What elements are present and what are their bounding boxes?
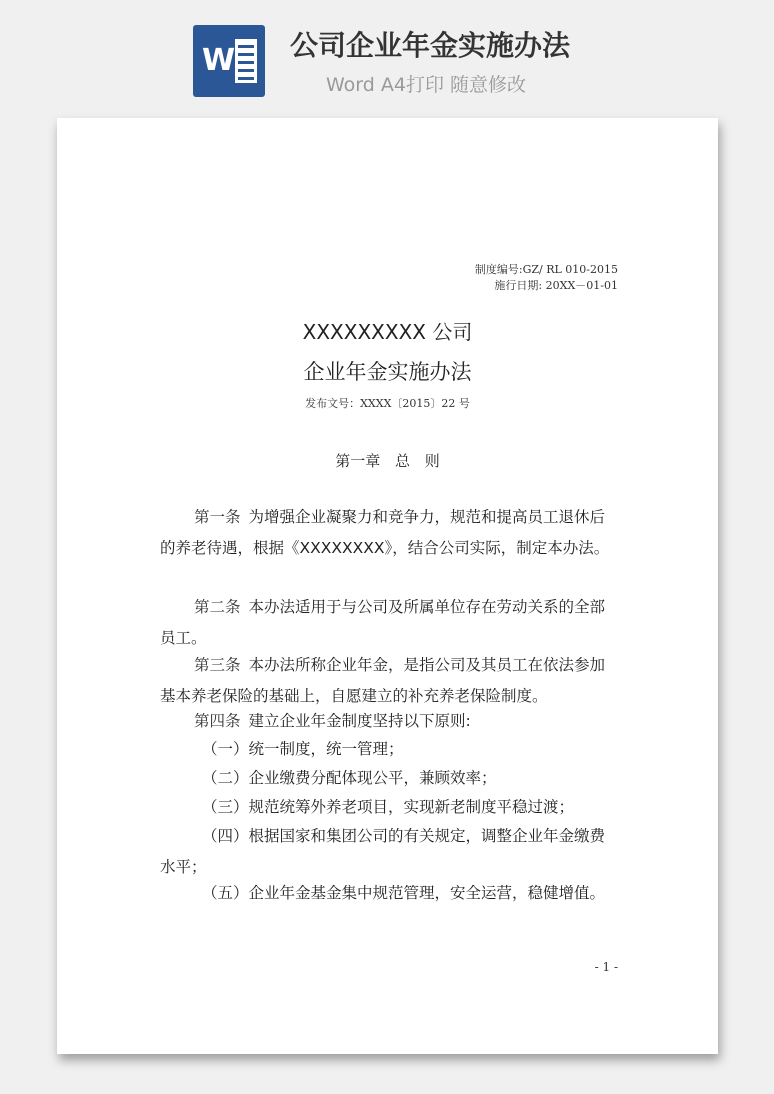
article-label: 第四条 bbox=[194, 712, 241, 730]
document-page bbox=[57, 118, 718, 1054]
meta-code: 制度编号:GZ/ RL 010-2015 bbox=[474, 263, 618, 276]
article-label: 第一条 bbox=[194, 508, 241, 526]
word-icon-letter: W bbox=[202, 43, 236, 78]
article-text: 建立企业年金制度坚持以下原则: bbox=[248, 712, 471, 730]
article-2 bbox=[160, 592, 620, 654]
article-1 bbox=[160, 502, 620, 564]
principle-item: （二）企业缴费分配体现公平，兼顾效率； bbox=[202, 769, 497, 787]
page-number: - 1 - bbox=[594, 960, 618, 974]
company-name: XXXXXXXXX 公司 bbox=[302, 320, 473, 344]
principle-item: （一）统一制度，统一管理； bbox=[202, 740, 404, 758]
article-label: 第二条 bbox=[194, 598, 241, 616]
article-text: 本办法适用于与公司及所属单位存在劳动关系的全部员工。 bbox=[160, 598, 606, 647]
banner-title: 公司企业年金实施办法 bbox=[290, 29, 571, 62]
banner-subtitle: Word A4打印 随意修改 bbox=[326, 74, 527, 96]
principle-item: （三）规范统筹外养老项目，实现新老制度平稳过渡； bbox=[202, 798, 575, 816]
article-text: 为增强企业凝聚力和竞争力，规范和提高员工退休后的养老待遇，根据《XXXXXXXX》，结合公司实际，制定本办法。 bbox=[160, 508, 610, 557]
header bbox=[0, 0, 774, 110]
word-icon-lines bbox=[235, 39, 257, 83]
article-3 bbox=[160, 650, 620, 712]
article-label: 第三条 bbox=[194, 656, 241, 674]
meta-date: 施行日期: 20XX－01-01 bbox=[494, 279, 618, 292]
document-number: 发布文号：XXXX〔2015〕22 号 bbox=[305, 397, 470, 410]
document-title: 企业年金实施办法 bbox=[303, 360, 472, 384]
article-text: 本办法所称企业年金，是指公司及其员工在依法参加基本养老保险的基础上，自愿建立的补充养老保险制度。 bbox=[160, 656, 606, 705]
article-4 bbox=[160, 706, 620, 737]
principle-item: （四）根据国家和集团公司的有关规定，调整企业年金缴费水平； bbox=[160, 827, 606, 876]
chapter-heading: 第一章 总 则 bbox=[335, 452, 440, 470]
word-icon bbox=[193, 25, 265, 97]
principle-item: （五）企业年金基金集中规范管理，安全运营，稳健增值。 bbox=[202, 884, 606, 902]
